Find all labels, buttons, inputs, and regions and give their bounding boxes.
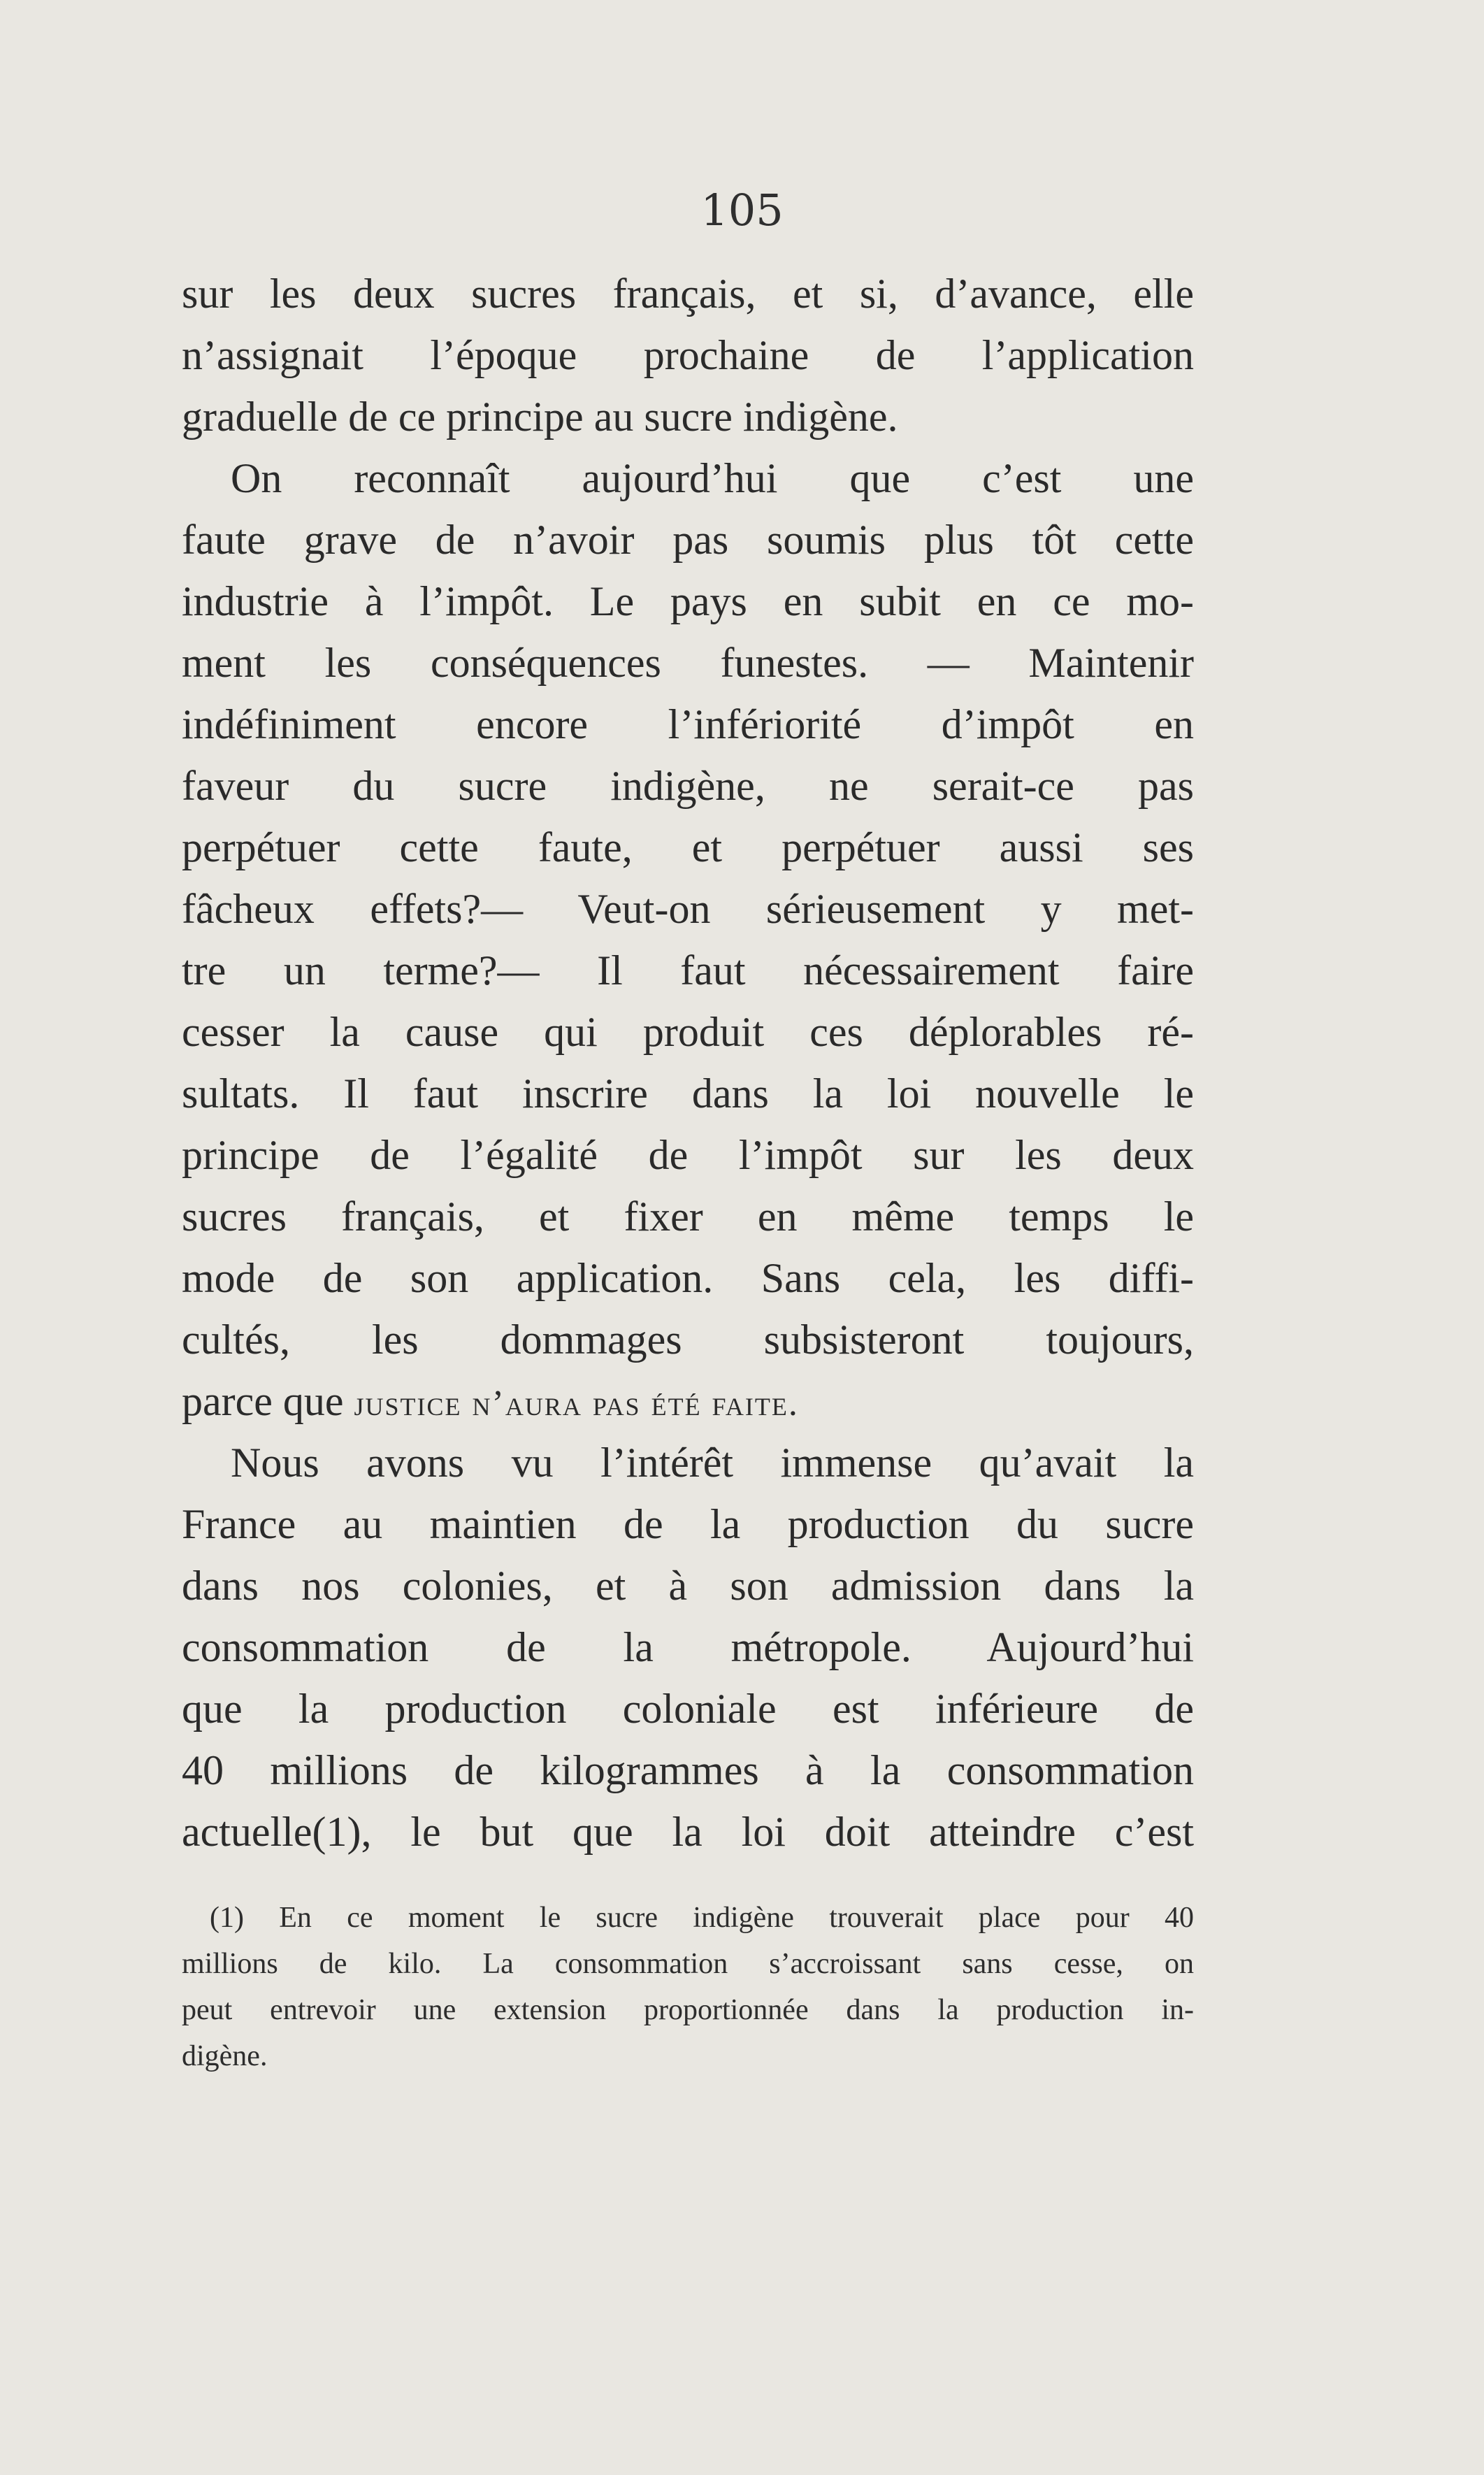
text-line: que la production coloniale est inférieure de (182, 1686, 1194, 1732)
footnote-line: peut entrevoir une extension proportionnée dans la production in- (182, 1994, 1194, 2026)
text-line: tre un terme?— Il faut nécessairement faire (182, 947, 1194, 993)
footnote-line: digène. (182, 2040, 268, 2072)
text-line: cultés, les dommages subsisteront toujours, (182, 1317, 1194, 1363)
text-line: faveur du sucre indigène, ne serait-ce pas (182, 763, 1194, 809)
text-line: actuelle(1), le but que la loi doit atteindre c’est (182, 1809, 1194, 1855)
text-line: sultats. Il faut inscrire dans la loi nouvelle le (182, 1070, 1194, 1117)
text-line: consommation de la métropole. Aujourd’hui (182, 1624, 1194, 1670)
text-line: dans nos colonies, et à son admission dans la (182, 1563, 1194, 1609)
text-line: indéfiniment encore l’infériorité d’impôt en (182, 701, 1194, 747)
text-line: 40 millions de kilogrammes à la consommation (182, 1747, 1194, 1793)
page-number: 105 (700, 185, 784, 236)
text-line: graduelle de ce principe au sucre indigène. (182, 394, 898, 440)
footnote-line: (1) En ce moment le sucre indigène trouverait place pour 40 (210, 1902, 1194, 1934)
text-line: cesser la cause qui produit ces déplorables ré- (182, 1009, 1194, 1055)
text-line: principe de l’égalité de l’impôt sur les deux (182, 1132, 1194, 1178)
text-line: n’assignait l’époque prochaine de l’application (182, 332, 1194, 378)
text-line: perpétuer cette faute, et perpétuer aussi ses (182, 824, 1194, 870)
text-run: parce que (182, 1378, 344, 1424)
text-line: fâcheux effets?— Veut-on sérieusement y met- (182, 886, 1194, 932)
text-line (182, 1370, 1194, 1432)
text-line: sur les deux sucres français, et si, d’avance, elle (182, 271, 1194, 317)
text-line: On reconnaît aujourd’hui que c’est une (231, 455, 1194, 501)
text-line: Nous avons vu l’intérêt immense qu’avait la (231, 1440, 1194, 1486)
footnote-line: millions de kilo. La consommation s’accroissant sans cesse, on (182, 1948, 1194, 1980)
text-line: industrie à l’impôt. Le pays en subit en ce mo- (182, 578, 1194, 624)
text-line: sucres français, et fixer en même temps le (182, 1193, 1194, 1240)
text-line: ment les conséquences funestes. — Maintenir (182, 640, 1194, 686)
text-line: mode de son application. Sans cela, les diffi- (182, 1255, 1194, 1301)
text-line: France au maintien de la production du sucre (182, 1501, 1194, 1547)
text-line: faute grave de n’avoir pas soumis plus tôt cette (182, 517, 1194, 563)
small-caps-emphasis: justice n’aura pas été faite. (354, 1384, 799, 1423)
